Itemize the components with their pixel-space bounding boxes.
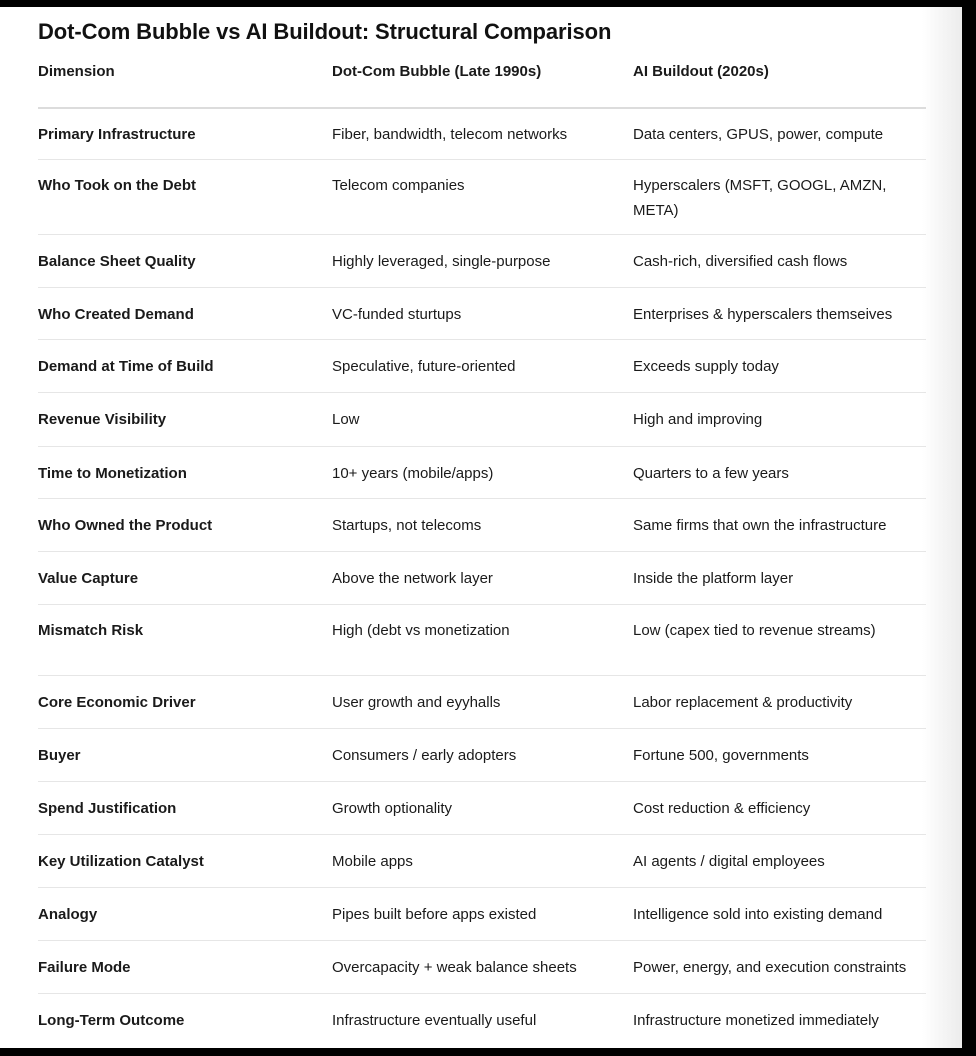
table-row <box>38 782 926 835</box>
table-row <box>38 499 926 552</box>
dot-com-cell: Consumers / early adopters <box>332 747 517 764</box>
table-row <box>38 288 926 340</box>
table-row <box>38 393 926 447</box>
ai-buildout-cell: Same firms that own the infrastructure <box>633 517 887 534</box>
dot-com-cell: User growth and eyyhalls <box>332 694 501 711</box>
comparison-page <box>0 7 962 1048</box>
comparison-table <box>38 59 926 1048</box>
dimension-cell: Buyer <box>38 747 81 764</box>
ai-buildout-cell: Infrastructure monetized immediately <box>633 1012 879 1029</box>
dot-com-cell: High (debt vs monetization <box>332 622 510 639</box>
ai-buildout-cell: AI agents / digital employees <box>633 853 825 870</box>
dimension-cell: Who Owned the Product <box>38 517 213 534</box>
table-row <box>38 835 926 888</box>
header-dimension: Dimension <box>38 63 115 80</box>
dot-com-cell: Above the network layer <box>332 570 493 587</box>
dimension-cell: Revenue Visibility <box>38 411 167 428</box>
dimension-cell: Who Took on the Debt <box>38 177 197 194</box>
dot-com-cell: Mobile apps <box>332 853 413 870</box>
ai-buildout-cell: Cost reduction & efficiency <box>633 800 811 817</box>
dimension-cell: Core Economic Driver <box>38 694 196 711</box>
dimension-cell: Time to Monetization <box>38 465 187 482</box>
table-row <box>38 994 926 1048</box>
dimension-cell: Spend Justification <box>38 800 177 817</box>
dot-com-cell: Growth optionality <box>332 800 453 817</box>
dot-com-cell: VC-funded sturtups <box>332 306 462 323</box>
dimension-cell: Primary Infrastructure <box>38 126 196 143</box>
page-title: Dot-Com Bubble vs AI Buildout: Structural Comparison <box>38 19 612 44</box>
dimension-cell: Analogy <box>38 906 98 923</box>
dot-com-cell: Fiber, bandwidth, telecom networks <box>332 126 568 143</box>
dot-com-cell: Highly leveraged, single-purpose <box>332 253 551 270</box>
ai-buildout-cell: Exceeds supply today <box>633 358 779 375</box>
dimension-cell: Key Utilization Catalyst <box>38 853 204 870</box>
ai-buildout-cell: Power, energy, and execution constraints <box>633 959 907 976</box>
table-row <box>38 941 926 994</box>
table-row <box>38 552 926 605</box>
ai-buildout-cell: Hyperscalers (MSFT, GOOGL, AMZN, META) <box>633 177 887 219</box>
ai-buildout-cell: Quarters to a few years <box>633 465 789 482</box>
ai-buildout-cell: Fortune 500, governments <box>633 747 809 764</box>
ai-buildout-cell: Cash-rich, diversified cash flows <box>633 253 848 270</box>
header-dot-com: Dot-Com Bubble (Late 1990s) <box>332 63 542 80</box>
ai-buildout-cell: High and improving <box>633 411 763 428</box>
ai-buildout-cell: Intelligence sold into existing demand <box>633 906 883 923</box>
table-row <box>38 340 926 393</box>
dot-com-cell: Low <box>332 411 360 428</box>
dimension-cell: Long-Term Outcome <box>38 1012 185 1029</box>
table-row <box>38 605 926 676</box>
table-row <box>38 729 926 782</box>
table-row <box>38 676 926 729</box>
ai-buildout-cell: Labor replacement & productivity <box>633 694 853 711</box>
ai-buildout-cell: Enterprises & hyperscalers themseives <box>633 306 893 323</box>
dot-com-cell: Pipes built before apps existed <box>332 906 537 923</box>
dimension-cell: Demand at Time of Build <box>38 358 214 375</box>
table-row <box>38 235 926 288</box>
dimension-cell: Balance Sheet Quality <box>38 253 196 270</box>
table-row <box>38 109 926 160</box>
dot-com-cell: Speculative, future-oriented <box>332 358 516 375</box>
dimension-cell: Who Created Demand <box>38 306 194 323</box>
table-header-row <box>38 59 926 109</box>
table-row <box>38 447 926 499</box>
dot-com-cell: Infrastructure eventually useful <box>332 1012 537 1029</box>
dot-com-cell: Overcapacity + weak balance sheets <box>332 959 577 976</box>
page-edge-shadow <box>922 7 962 1048</box>
header-ai-buildout: AI Buildout (2020s) <box>633 63 769 80</box>
ai-buildout-cell: Inside the platform layer <box>633 570 794 587</box>
ai-buildout-cell: Data centers, GPUS, power, compute <box>633 126 884 143</box>
dimension-cell: Failure Mode <box>38 959 131 976</box>
dimension-cell: Value Capture <box>38 570 139 587</box>
table-row <box>38 888 926 941</box>
dot-com-cell: Telecom companies <box>332 177 465 194</box>
dimension-cell: Mismatch Risk <box>38 622 144 639</box>
dot-com-cell: 10+ years (mobile/apps) <box>332 465 494 482</box>
table-row <box>38 160 926 235</box>
dot-com-cell: Startups, not telecoms <box>332 517 482 534</box>
ai-buildout-cell: Low (capex tied to revenue streams) <box>633 622 876 639</box>
